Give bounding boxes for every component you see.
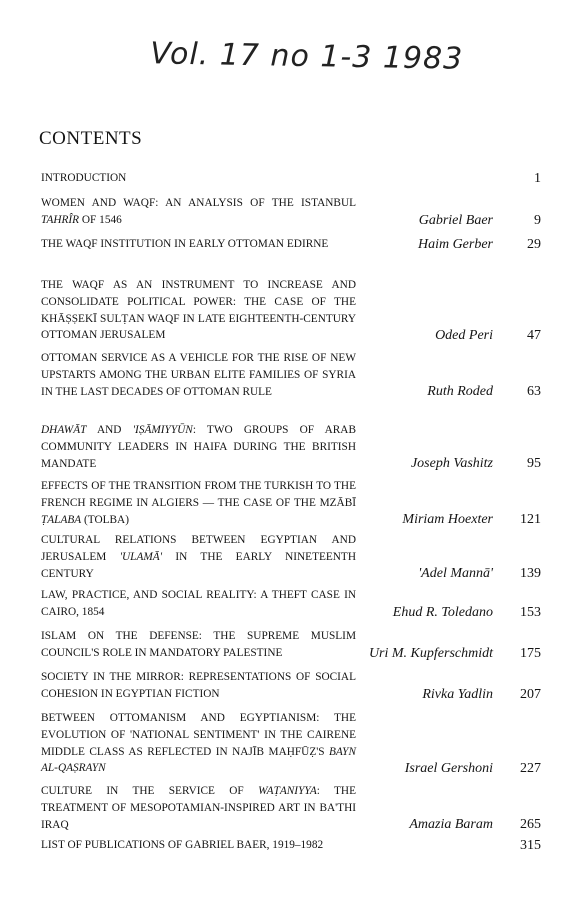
handwritten-note: Vol. 17 no 1-3 1983 <box>149 36 464 77</box>
toc-entry <box>41 350 541 400</box>
entry-page-number: 95 <box>527 456 541 472</box>
entry-page-number: 1 <box>534 170 541 186</box>
entry-page-number: 29 <box>527 236 541 252</box>
entry-title: ISLAM ON THE DEFENSE: THE SUPREME MUSLIM COUNCIL'S ROLE IN MANDATORY PALESTINE <box>41 630 356 659</box>
toc-entry <box>41 170 541 187</box>
toc-entry <box>41 277 541 344</box>
entry-page-number: 139 <box>520 566 541 582</box>
entry-author: Joseph Vashitz <box>410 456 493 472</box>
toc-entry <box>41 710 541 777</box>
toc-entry <box>41 195 541 229</box>
entry-title: LIST OF PUBLICATIONS OF GABRIEL BAER, 1919–1982 <box>41 839 324 851</box>
toc-entry <box>41 837 541 854</box>
entry-author: Haim Gerber <box>417 236 493 252</box>
toc-entry <box>41 628 541 662</box>
entry-page-number: 227 <box>520 761 541 777</box>
entry-page-number: 153 <box>520 604 541 620</box>
entry-title: LAW, PRACTICE, AND SOCIAL REALITY: A THEFT CASE IN CAIRO, 1854 <box>41 589 356 618</box>
entry-author: Ruth Roded <box>427 384 493 400</box>
toc-entry <box>41 236 541 253</box>
entry-title: THE WAQF INSTITUTION IN EARLY OTTOMAN EDIRNE <box>41 238 329 250</box>
toc-entry <box>41 587 541 621</box>
entry-title: EFFECTS OF THE TRANSITION FROM THE TURKISH TO THE FRENCH REGIME IN ALGIERS — THE CASE OF THE MZĀBĪ ṬALABA (TOLBA) <box>41 480 356 526</box>
entry-author: Oded Peri <box>435 328 493 344</box>
entry-title: BETWEEN OTTOMANISM AND EGYPTIANISM: THE EVOLUTION OF 'NATIONAL SENTIMENT' IN THE CAIRENE MIDDLE CLASS AS REFLECTED IN NAJĪB MAḤFŪẒ'S BAYN AL-QAṢRAYN <box>41 712 356 775</box>
toc-entry <box>41 478 541 528</box>
entry-author: Miriam Hoexter <box>402 512 493 528</box>
entry-title: DHAWĀT AND 'IṢĀMIYYŪN: TWO GROUPS OF ARAB COMMUNITY LEADERS IN HAIFA DURING THE BRITISH MANDATE <box>41 424 357 470</box>
entry-page-number: 207 <box>520 686 541 702</box>
entry-author: Gabriel Baer <box>418 212 493 228</box>
entry-author: 'Adel Mannā' <box>418 566 493 582</box>
entry-page-number: 63 <box>527 384 541 400</box>
entry-page-number: 9 <box>534 212 541 228</box>
entry-title: OTTOMAN SERVICE AS A VEHICLE FOR THE RISE OF NEW UPSTARTS AMONG THE URBAN ELITE FAMILIES OF SYRIA IN THE LAST DECADES OF OTTOMAN RULE <box>41 352 356 398</box>
entry-author: Uri M. Kupferschmidt <box>368 645 493 661</box>
toc-entry <box>41 669 541 703</box>
entry-title: SOCIETY IN THE MIRROR: REPRESENTATIONS OF SOCIAL COHESION IN EGYPTIAN FICTION <box>41 671 356 700</box>
toc-entry <box>41 532 541 582</box>
entry-page-number: 121 <box>520 512 541 528</box>
entry-title: CULTURE IN THE SERVICE OF WAṬANIYYA: THE TREATMENT OF MESOPOTAMIAN-INSPIRED ART IN BA'THI IRAQ <box>41 785 356 831</box>
entry-title: CULTURAL RELATIONS BETWEEN EGYPTIAN AND JERUSALEM 'ULAMĀ' IN THE EARLY NINETEENTH CENTURY <box>41 534 356 580</box>
entry-author: Amazia Baram <box>409 817 493 833</box>
entry-page-number: 175 <box>520 645 541 661</box>
toc-entry <box>41 422 541 472</box>
entry-title: WOMEN AND WAQF: AN ANALYSIS OF THE ISTANBUL TAHRÎR OF 1546 <box>41 197 356 226</box>
entry-author: Ehud R. Toledano <box>392 604 493 620</box>
contents-heading: CONTENTS <box>39 128 143 149</box>
entry-title: THE WAQF AS AN INSTRUMENT TO INCREASE AND CONSOLIDATE POLITICAL POWER: THE CASE OF THE KHĀṢṢEKĪ SULṬAN WAQF IN LATE EIGHTEENTH-CENTURY OTTOMAN JERUSALEM <box>41 279 356 342</box>
entry-page-number: 265 <box>520 817 541 833</box>
entry-page-number: 315 <box>520 837 541 853</box>
entry-page-number: 47 <box>527 328 541 344</box>
entry-author: Rivka Yadlin <box>422 686 493 702</box>
entry-title: INTRODUCTION <box>41 172 127 184</box>
toc-entry <box>41 783 541 833</box>
entry-author: Israel Gershoni <box>404 761 493 777</box>
